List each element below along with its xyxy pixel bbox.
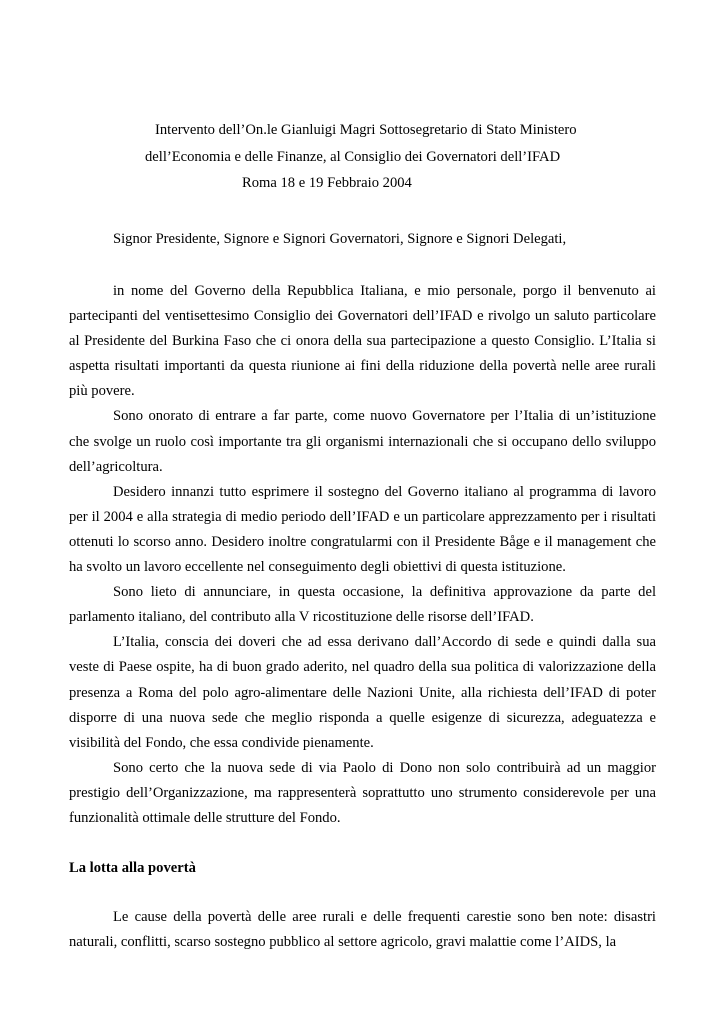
header-line-2: dell’Economia e delle Finanze, al Consiglio dei Governatori dell’IFAD (145, 149, 561, 165)
paragraph: in nome del Governo della Repubblica Italiana, e mio personale, porgo il benvenuto ai partecipanti del ventisettesimo Consiglio dei Governatori dell’IFAD e rivolgo un saluto particolare al Presidente del Burkina Faso che ci onora della sua partecipazione a questo Consiglio. L’Italia si aspetta risultati importanti da questa riunione ai fini della riduzione della povertà nelle aree rurali più povere. (69, 283, 656, 400)
paragraph: L’Italia, conscia dei doveri che ad essa derivano dall’Accordo di sede e quindi dalla sua veste di Paese ospite, ha di buon grado aderito, nel quadro della sua politica di valorizzazione della presenza a Roma del polo agro-alimentare delle Nazioni Unite, alla richiesta dell’IFAD di poter disporre di una nuova sede che meglio risponda a quelle esigenze di sicurezza, adeguatezza e visibilità del Fondo, che essa condivide pienamente. (69, 634, 656, 751)
section-heading: La lotta alla povertà (69, 860, 196, 876)
salutation: Signor Presidente, Signore e Signori Governatori, Signore e Signori Delegati, (113, 231, 567, 247)
paragraph: Le cause della povertà delle aree rurali e delle frequenti carestie sono ben note: disastri naturali, conflitti, scarso sostegno pubblico al settore agricolo, gravi malattie come l’AIDS, la (69, 909, 656, 951)
paragraph: Sono certo che la nuova sede di via Paolo di Dono non solo contribuirà ad un maggior prestigio dell’Organizzazione, ma rappresenterà soprattutto uno strumento considerevole per una funzionalità ottimale delle strutture del Fondo. (69, 759, 656, 826)
paragraph: Sono onorato di entrare a far parte, come nuovo Governatore per l’Italia di un’istituzione che svolge un ruolo così importante tra gli organismi internazionali che si occupano dello sviluppo dell’agricoltura. (69, 408, 656, 475)
header-line-1: Intervento dell’On.le Gianluigi Magri Sottosegretario di Stato Ministero (155, 122, 577, 138)
section-body-text (69, 905, 656, 955)
body-text (69, 279, 656, 831)
header-line-3: Roma 18 e 19 Febbraio 2004 (242, 175, 412, 191)
paragraph: Desidero innanzi tutto esprimere il sostegno del Governo italiano al programma di lavoro per il 2004 e alla strategia di medio periodo dell’IFAD e un particolare apprezzamento per i risultati ottenuti lo scorso anno. Desidero inoltre congratularmi con il Presidente Båge e il management che ha svolto un lavoro eccellente nel conseguimento degli obiettivi di questa istituzione. (69, 483, 656, 576)
paragraph: Sono lieto di annunciare, in questa occasione, la definitiva approvazione da parte del parlamento italiano, del contributo alla V ricostituzione delle risorse dell’IFAD. (69, 584, 656, 626)
